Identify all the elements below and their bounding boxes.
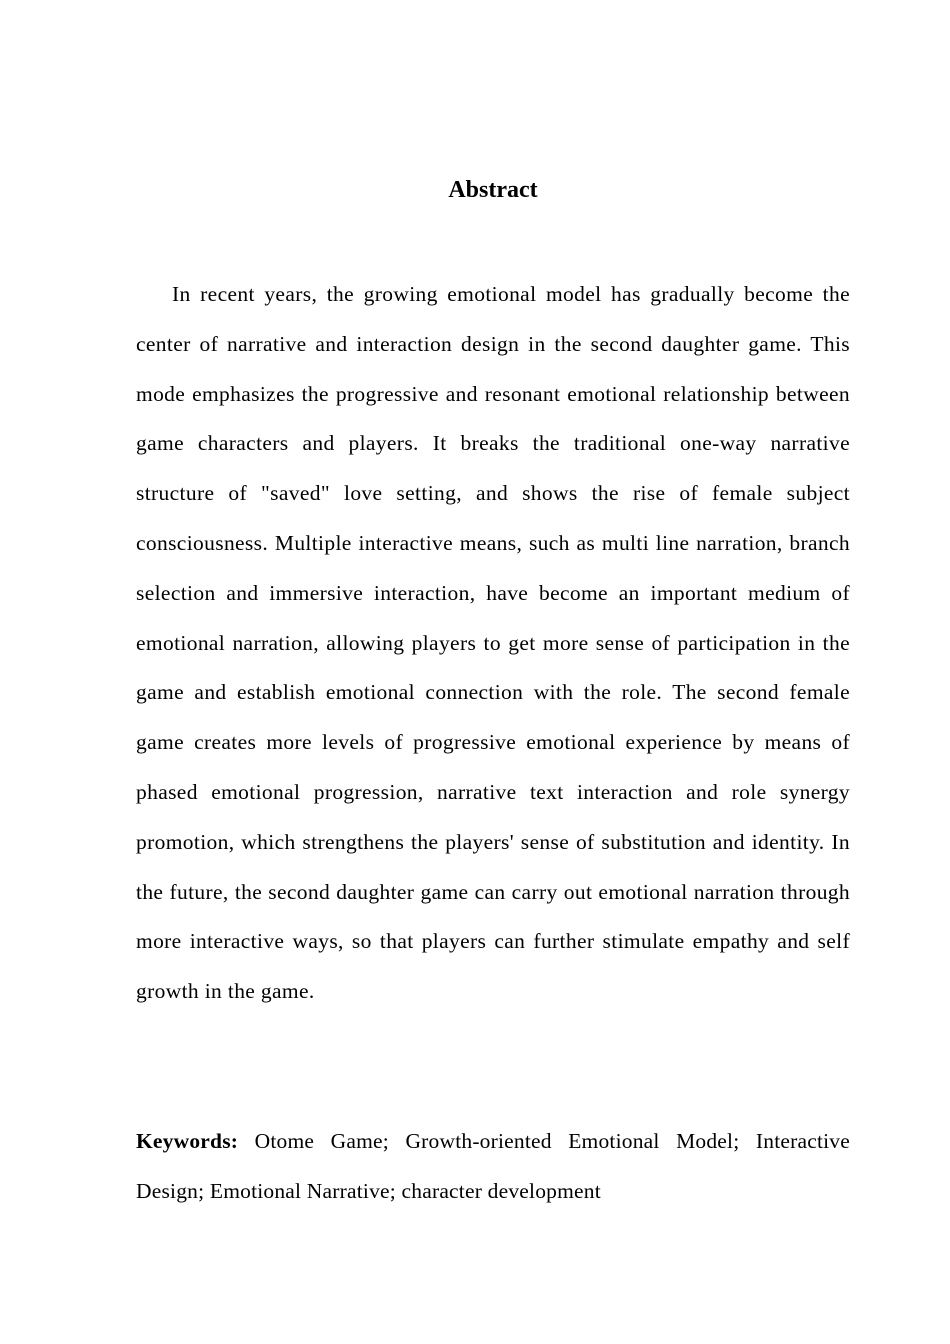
keywords-paragraph bbox=[136, 1117, 850, 1216]
abstract-body: In recent years, the growing emotional model has gradually become the center of narrative and interaction design in the second daughter game. This mode emphasizes the progressive and resonant emotional relationship between game characters and players. It breaks the traditional one-way narrative structure of "saved" love setting, and shows the rise of female subject consciousness. Multiple interactive means, such as multi line narration, branch selection and immersive interaction, have become an important medium of emotional narration, allowing players to get more sense of participation in the game and establish emotional connection with the role. The second female game creates more levels of progressive emotional experience by means of phased emotional progression, narrative text interaction and role synergy promotion, which strengthens the players' sense of substitution and identity. In the future, the second daughter game can carry out emotional narration through more interactive ways, so that players can further stimulate empathy and self growth in the game. bbox=[136, 282, 850, 1004]
keywords-label: Keywords: bbox=[136, 1129, 239, 1153]
keywords-text: Otome Game; Growth-oriented Emotional Model; Interactive Design; Emotional Narrative; character development bbox=[136, 1129, 850, 1203]
abstract-title: Abstract bbox=[448, 177, 538, 203]
